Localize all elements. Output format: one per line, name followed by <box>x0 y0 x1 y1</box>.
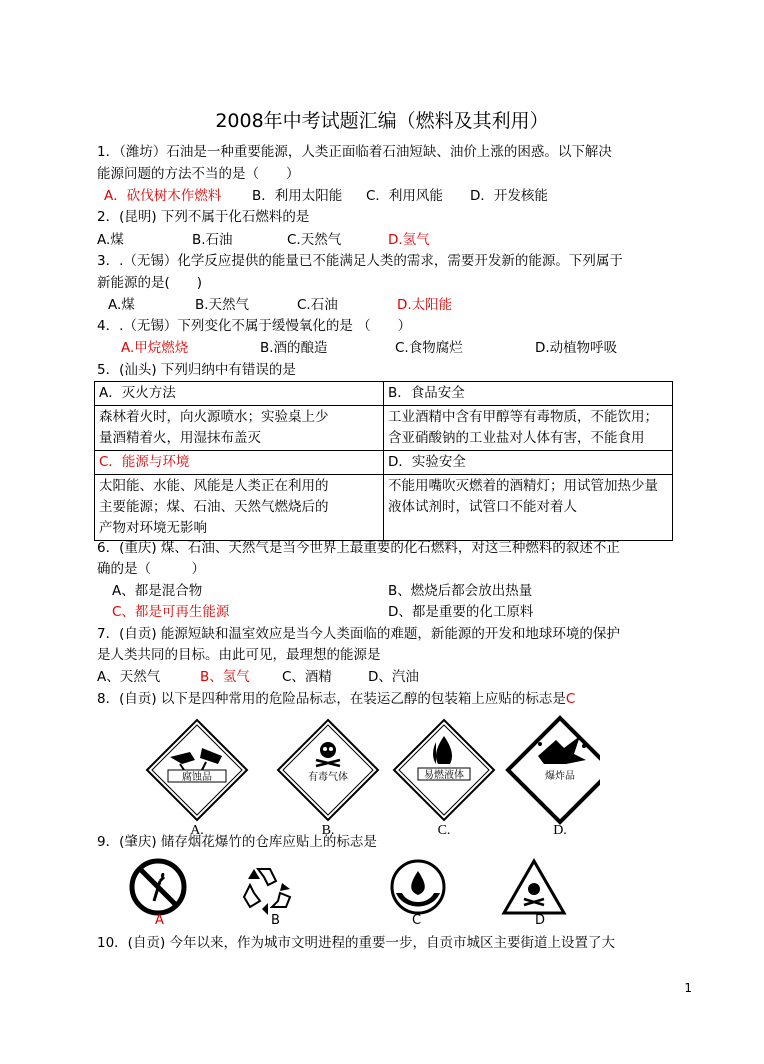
q8-answer: C <box>565 691 576 707</box>
q3-option-c: C.石油 <box>297 297 338 313</box>
q5-cell-b-body: 工业酒精中含有甲醇等有毒物质，不能饮用； 含亚硝酸钠的工业盐对人体有害，不能食用 <box>384 406 673 451</box>
sign-c-letter: C. <box>437 823 451 836</box>
sign-d-label: 爆炸品 <box>545 771 575 782</box>
q5-cell-a-body: 森林着火时，向火源喷水；实验桌上少 量酒精着火，用湿抹布盖灭 <box>95 406 384 451</box>
poison-triangle-sign <box>504 861 564 913</box>
q4-option-a: A.甲烷燃烧 <box>121 340 189 356</box>
sign-a-letter: A. <box>190 823 204 836</box>
sign-b-label: 有毒气体 <box>308 772 348 783</box>
q9-label-d: D <box>535 913 546 928</box>
sign-c-label: 易燃液体 <box>424 770 464 781</box>
q8-stem: 8．(自贡) 以下是四种常用的危险品标志，在装运乙醇的包装箱上应贴的标志是C <box>97 691 576 707</box>
q1-option-b: B．利用太阳能 <box>252 188 343 204</box>
q6-option-c: C、都是可再生能源 <box>112 604 230 620</box>
q10-stem-line1: 10．(自贡) 今年以来，作为城市文明进程的重要一步，自贡市城区主要街道上设置了大 <box>97 935 616 951</box>
q5-cell-b-head: B．食品安全 <box>384 382 673 406</box>
sign-a-label: 腐蚀品 <box>182 772 212 783</box>
q7-option-a: A、天然气 <box>97 669 161 685</box>
q5-stem: 5．(汕头) 下列归纳中有错误的是 <box>97 362 296 378</box>
flammable-liquid-sign <box>394 720 494 836</box>
q4-option-b: B.酒的酿造 <box>260 340 328 356</box>
q4-option-d: D.动植物呼吸 <box>535 340 618 356</box>
hazard-signs-figure <box>140 712 600 836</box>
q7-stem-line2: 是人类共同的目标。由此可见，最理想的能源是 <box>97 647 381 663</box>
q7-option-d: D、汽油 <box>368 669 419 685</box>
q5-table <box>94 381 673 541</box>
q9-label-b: B <box>271 913 280 928</box>
sign-b-letter: B. <box>321 823 335 836</box>
document-title: 2008年中考试题汇编（燃料及其利用） <box>215 110 549 132</box>
q2-option-b: B.石油 <box>192 232 233 248</box>
q5-cell-d-body: 不能用嘴吹灭燃着的酒精灯；用试管加热少量 液体试剂时，试管口不能对着人 <box>384 475 673 541</box>
q6-option-a: A、都是混合物 <box>112 583 203 599</box>
q7-stem-line1: 7．(自贡) 能源短缺和温室效应是当今人类面临的难题，新能源的开发和地球环境的保护 <box>97 626 620 642</box>
warehouse-signs-figure <box>120 855 570 925</box>
q6-stem-line2: 确的是（ ） <box>97 561 205 577</box>
q1-stem-line2: 能源问题的方法不当的是（ ） <box>97 166 300 182</box>
q3-option-b: B.天然气 <box>195 297 250 313</box>
q5-cell-d-head: D．实验安全 <box>384 451 673 475</box>
q9-label-c: C <box>412 913 422 928</box>
toxic-gas-sign <box>278 720 378 836</box>
water-drop-hands-sign <box>392 861 444 913</box>
q7-option-b: B、氢气 <box>200 669 250 685</box>
q2-option-d: D.氢气 <box>388 232 430 248</box>
q6-option-b: B、燃烧后都会放出热量 <box>388 583 533 599</box>
q3-stem-line2: 新能源的是( ) <box>97 275 203 291</box>
q2-option-a: A.煤 <box>97 232 124 248</box>
q6-option-d: D、都是重要的化工原料 <box>388 604 534 620</box>
q3-option-a: A.煤 <box>108 297 135 313</box>
q1-stem-line1: 1．（潍坊）石油是一种重要能源，人类正面临着石油短缺、油价上涨的困惑。以下解决 <box>97 144 612 160</box>
recycle-sign <box>244 869 290 915</box>
q1-option-c: C．利用风能 <box>366 188 443 204</box>
no-fireworks-sign <box>132 861 184 913</box>
q4-stem: 4．.（无锡）下列变化不属于缓慢氧化的是 （ ） <box>97 318 412 334</box>
q3-option-d: D.太阳能 <box>397 297 453 313</box>
q5-cell-c-body: 太阳能、水能、风能是人类正在利用的 主要能源；煤、石油、天然气燃烧后的 产物对环境无影响 <box>95 475 384 541</box>
q1-option-d: D．开发核能 <box>470 188 548 204</box>
q2-stem: 2．(昆明) 下列不属于化石燃料的是 <box>97 209 310 225</box>
q1-option-a: A．砍伐树木作燃料 <box>104 188 222 204</box>
q9-label-a: A <box>155 913 164 928</box>
q5-cell-a-head: A．灭火方法 <box>95 382 384 406</box>
corrosive-sign <box>147 720 247 836</box>
explosive-sign <box>508 718 600 836</box>
q3-stem-line1: 3．.（无锡）化学反应提供的能量已不能满足人类的需求，需要开发新的能源。下列属于 <box>97 253 623 269</box>
q5-cell-c-head: C．能源与环境 <box>95 451 384 475</box>
q9-stem: 9．(肇庆) 储存烟花爆竹的仓库应贴上的标志是 <box>97 834 377 850</box>
q2-option-c: C.天然气 <box>287 232 342 248</box>
page-number: 1 <box>684 981 692 995</box>
sign-d-letter: D. <box>553 823 567 836</box>
q4-option-c: C.食物腐烂 <box>395 340 463 356</box>
q7-option-c: C、酒精 <box>282 669 332 685</box>
q6-stem-line1: 6．(重庆) 煤、石油、天然气是当今世界上最重要的化石燃料，对这三种燃料的叙述不正 <box>97 540 620 556</box>
